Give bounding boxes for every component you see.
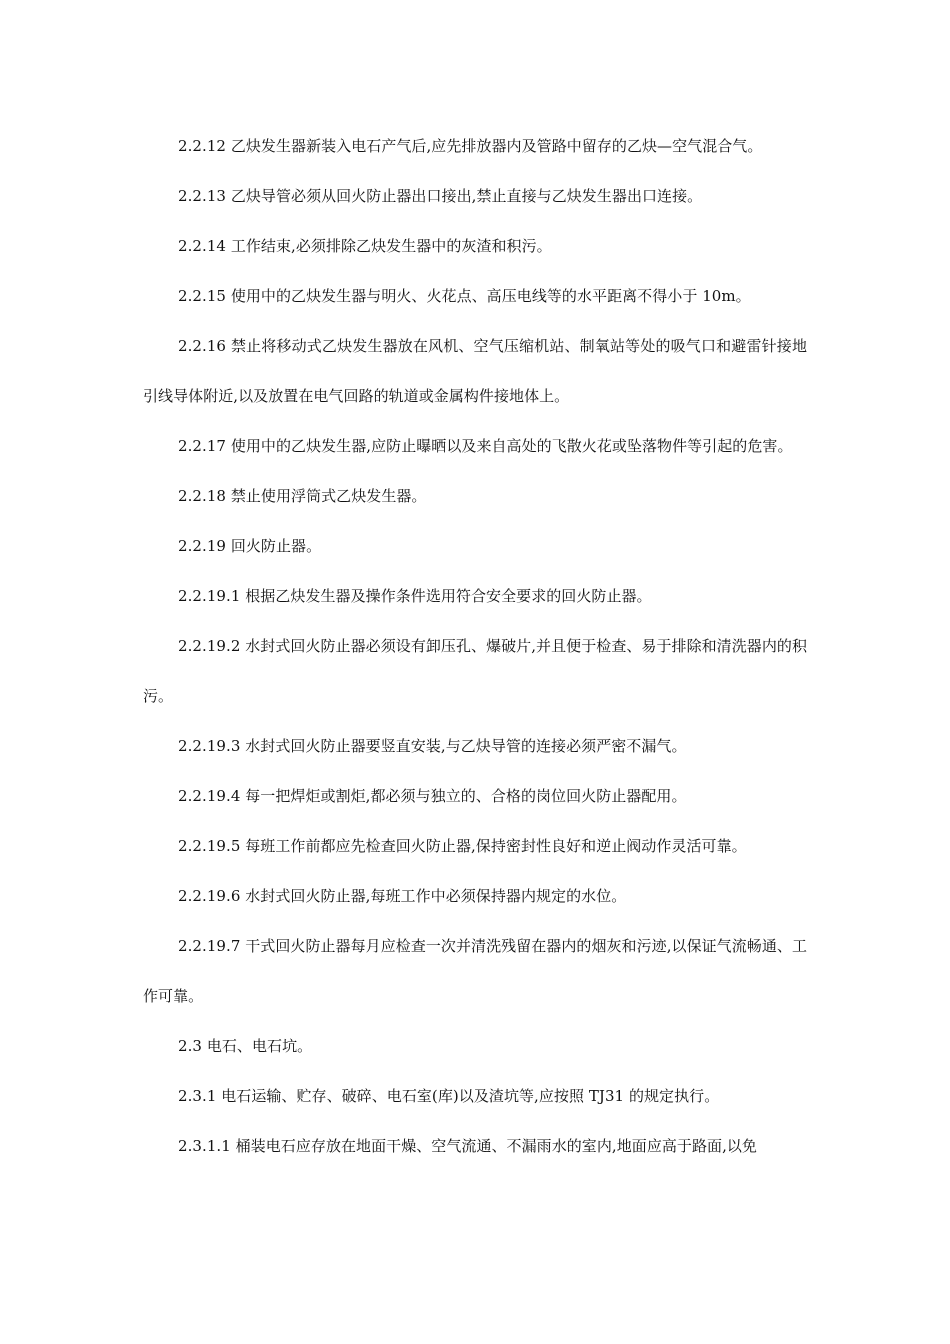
paragraph-2-2-19-1: 2.2.19.1 根据乙炔发生器及操作条件选用符合安全要求的回火防止器。 xyxy=(178,587,652,605)
paragraph-2-3-1: 2.3.1 电石运输、贮存、破碎、电石室(库)以及渣坑等,应按照 TJ31 的规定执行。 xyxy=(178,1087,720,1105)
paragraph-2-2-19-3: 2.2.19.3 水封式回火防止器要竖直安装,与乙炔导管的连接必须严密不漏气。 xyxy=(178,737,687,755)
paragraph-2-2-19-4: 2.2.19.4 每一把焊炬或割炬,都必须与独立的、合格的岗位回火防止器配用。 xyxy=(178,787,687,805)
paragraph-2-2-19-5: 2.2.19.5 每班工作前都应先检查回火防止器,保持密封性良好和逆止阀动作灵活可靠。 xyxy=(178,837,747,855)
document-body xyxy=(143,121,807,1171)
paragraph-2-2-16: 2.2.16 禁止将移动式乙炔发生器放在风机、空气压缩机站、制氧站等处的吸气口和避雷针接地引线导体附近,以及放置在电气回路的轨道或金属构件接地体上。 xyxy=(143,337,807,405)
paragraph-2-2-14: 2.2.14 工作结束,必须排除乙炔发生器中的灰渣和积污。 xyxy=(178,237,552,255)
paragraph-2-2-17: 2.2.17 使用中的乙炔发生器,应防止曝晒以及来自高处的飞散火花或坠落物件等引起的危害。 xyxy=(178,437,793,455)
paragraph-2-2-19-2: 2.2.19.2 水封式回火防止器必须设有卸压孔、爆破片,并且便于检查、易于排除和清洗器内的积污。 xyxy=(143,637,807,705)
paragraph-2-2-18: 2.2.18 禁止使用浮筒式乙炔发生器。 xyxy=(178,487,427,505)
paragraph-2-2-19-7: 2.2.19.7 干式回火防止器每月应检查一次并清洗残留在器内的烟灰和污迹,以保证气流畅通、工作可靠。 xyxy=(143,937,807,1005)
heading-2-3: 2.3 电石、电石坑。 xyxy=(178,1037,313,1055)
paragraph-2-2-13: 2.2.13 乙炔导管必须从回火防止器出口接出,禁止直接与乙炔发生器出口连接。 xyxy=(178,187,703,205)
paragraph-2-2-15: 2.2.15 使用中的乙炔发生器与明火、火花点、高压电线等的水平距离不得小于 10m。 xyxy=(178,287,751,305)
paragraph-2-3-1-1: 2.3.1.1 桶装电石应存放在地面干燥、空气流通、不漏雨水的室内,地面应高于路面,以免 xyxy=(178,1137,757,1155)
paragraph-2-2-19-6: 2.2.19.6 水封式回火防止器,每班工作中必须保持器内规定的水位。 xyxy=(178,887,627,905)
paragraph-2-2-19: 2.2.19 回火防止器。 xyxy=(178,537,322,555)
paragraph-2-2-12: 2.2.12 乙炔发生器新装入电石产气后,应先排放器内及管路中留存的乙炔—空气混合气。 xyxy=(178,137,763,155)
